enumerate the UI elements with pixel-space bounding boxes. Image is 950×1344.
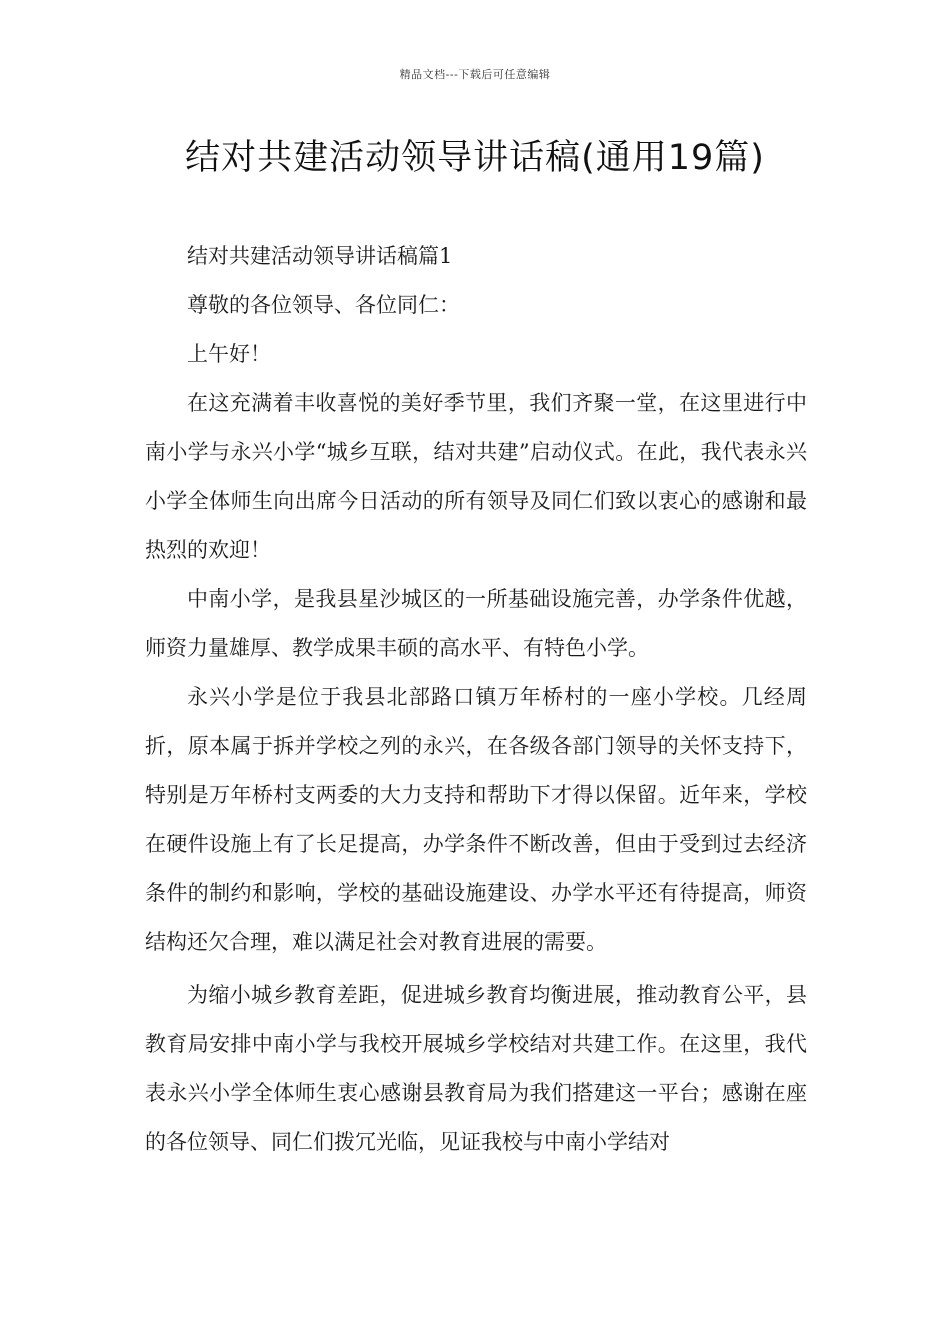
document-title: 结对共建活动领导讲话稿(通用19篇) [185, 138, 765, 178]
paragraph: 永兴小学是位于我县北部路口镇万年桥村的一座小学校。几经周折，原本属于拆并学校之列的永兴，在各级各部门领导的关怀支持下，特别是万年桥村支两委的大力支持和帮助下才得以保留。近年来，学校在硬件设施上有了长足提高，办学条件不断改善，但由于受到过去经济条件的制约和影响，学校的基础设施建设、办学水平还有待提高，师资结构还欠合理，难以满足社会对教育进展的需要。 [145, 685, 807, 954]
paragraph: 为缩小城乡教育差距，促进城乡教育均衡进展，推动教育公平，县教育局安排中南小学与我校开展城乡学校结对共建工作。在这里，我代表永兴小学全体师生衷心感谢县教育局为我们搭建这一平台；感谢在座的各位领导、同仁们拨冗光临，见证我校与中南小学结对 [145, 983, 807, 1154]
section-heading: 结对共建活动领导讲话稿篇1 [187, 244, 453, 268]
header-note: 精品文档---下载后可任意编辑 [399, 68, 551, 81]
salutation: 尊敬的各位领导、各位同仁： [187, 293, 460, 317]
paragraph: 在这充满着丰收喜悦的美好季节里，我们齐聚一堂，在这里进行中南小学与永兴小学“城乡互联，结对共建”启动仪式。在此，我代表永兴小学全体师生向出席今日活动的所有领导及同仁们致以衷心的感谢和最热烈的欢迎！ [145, 391, 807, 562]
document-body [145, 232, 807, 1167]
paragraph: 中南小学，是我县星沙城区的一所基础设施完善，办学条件优越，师资力量雄厚、教学成果丰硕的高水平、有特色小学。 [145, 587, 807, 660]
greeting: 上午好！ [187, 342, 271, 366]
